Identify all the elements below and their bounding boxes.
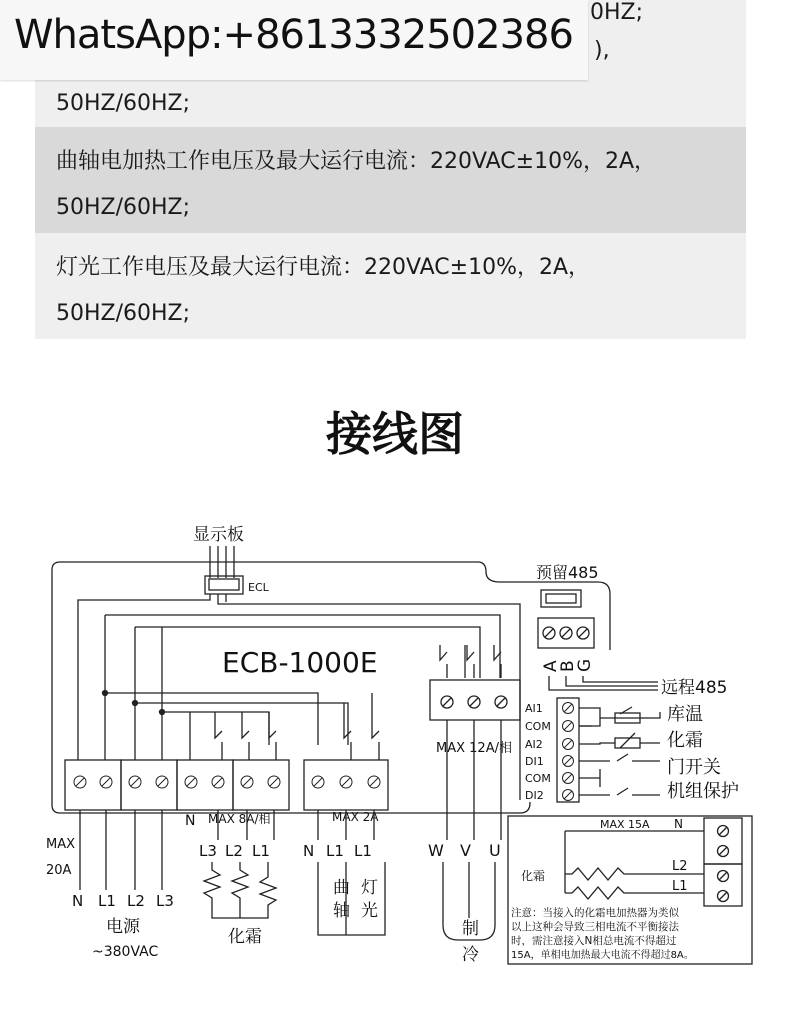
box-l1-label: L1 <box>672 879 688 894</box>
max-12a-label: MAX 12A/相 <box>436 741 512 756</box>
io-term-di2: DI2 <box>525 789 544 802</box>
crank-label-1: 曲 <box>333 878 350 898</box>
crank-label-2: 轴 <box>333 901 350 921</box>
defrost-term-l3: L3 <box>199 842 217 860</box>
terminal-g-label: G <box>575 658 595 672</box>
ecl-label: ECL <box>248 581 269 594</box>
spec-row-2-line1: 曲轴电加热工作电压及最大运行电流：220VAC±10%，2A， <box>56 149 657 174</box>
note-line-4: 15A，单相电加热最大电流不得超过8A。 <box>511 950 694 961</box>
reserved-485-connector <box>541 590 581 607</box>
crank-term-n: N <box>303 842 315 860</box>
light-label-2: 光 <box>361 901 378 921</box>
io-term-ai2: AI2 <box>525 738 543 751</box>
light-term-l1: L1 <box>354 842 372 860</box>
note-line-1: 注意：当接入的化霜电加热器为类似 <box>511 907 679 919</box>
io-label-unit: 机组保护 <box>667 781 739 802</box>
io-label-temp: 库温 <box>667 704 703 725</box>
io-label-door: 门开关 <box>667 757 721 778</box>
model-label: ECB-1000E <box>222 646 378 679</box>
display-board-label: 显示板 <box>193 525 244 545</box>
power-voltage: ~380VAC <box>92 944 159 960</box>
crank-light-terminal-block <box>304 760 388 810</box>
spec-row-3-line2: 50HZ/60HZ; <box>56 301 191 326</box>
term-v: V <box>460 841 471 860</box>
box-l2-label: L2 <box>672 859 688 874</box>
max-20a-line1: MAX <box>46 837 76 852</box>
io-label-defrost: 化霜 <box>667 730 703 751</box>
cool-label-2: 冷 <box>462 945 479 965</box>
power-term-n: N <box>72 892 84 910</box>
box-n-label: N <box>674 817 683 831</box>
spec-row-2-line2: 50HZ/60HZ; <box>56 195 191 220</box>
spec-row-1-fragment-a: 0HZ; <box>590 0 644 25</box>
light-label-1: 灯 <box>361 878 378 898</box>
max-20a-line2: 20A <box>46 863 72 878</box>
reserved-485-label: 预留485 <box>536 563 599 582</box>
power-term-l2: L2 <box>127 892 145 910</box>
section-title: 接线图 <box>326 407 464 461</box>
box-max-label: MAX 15A <box>600 818 650 831</box>
defrost-term-l1: L1 <box>252 842 270 860</box>
note-line-2: 以上这种会导致三相电流不平衡接法 <box>511 921 679 933</box>
n-left-label: N <box>185 813 196 829</box>
terminal-b-label: B <box>558 660 578 672</box>
spec-row-3-line1: 灯光工作电压及最大运行电流：220VAC±10%，2A， <box>56 255 591 280</box>
power-terminal-block <box>65 760 177 810</box>
remote-485-label: 远程485 <box>661 678 728 698</box>
term-u: U <box>489 841 501 860</box>
io-term-com1: COM <box>525 720 551 733</box>
power-term-l1: L1 <box>98 892 116 910</box>
max-8a-label: MAX 8A/相 <box>208 812 271 826</box>
cool-label-1: 制 <box>462 919 479 939</box>
power-term-l3: L3 <box>156 892 174 910</box>
whatsapp-text: WhatsApp:+8613332502386 <box>14 12 573 58</box>
spec-row-1-fragment-b: ), <box>594 38 610 63</box>
io-term-com2: COM <box>525 772 551 785</box>
io-term-di1: DI1 <box>525 755 544 768</box>
term-w: W <box>428 841 444 860</box>
spec-row-1-line2: 50HZ/60HZ; <box>56 91 191 116</box>
note-line-3: 时，需注意接入N相总电流不得超过 <box>511 935 677 947</box>
io-term-ai1: AI1 <box>525 702 543 715</box>
terminal-a-label: A <box>541 660 561 672</box>
defrost-term-l2: L2 <box>225 842 243 860</box>
box-defrost-label: 化霜 <box>521 869 546 883</box>
power-label: 电源 <box>106 917 140 937</box>
defrost-label: 化霜 <box>228 927 262 947</box>
crank-term-l1: L1 <box>326 842 344 860</box>
max-2a-label: MAX 2A <box>332 810 379 824</box>
